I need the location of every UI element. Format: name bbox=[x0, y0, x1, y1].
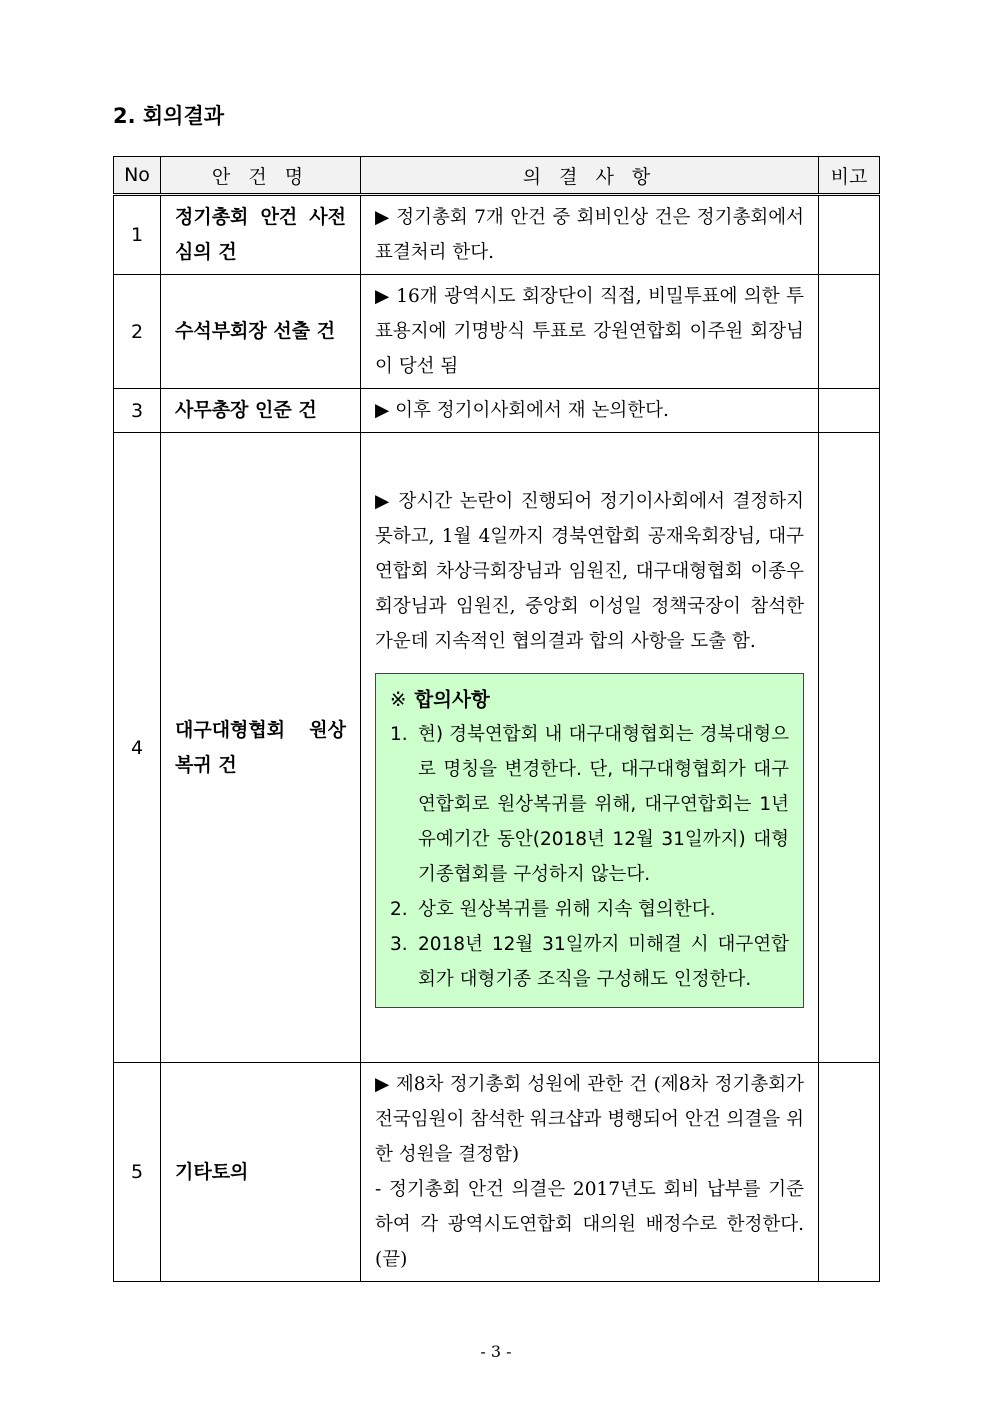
row-result: ▶ 이후 정기이사회에서 재 논의한다. bbox=[361, 389, 819, 433]
list-item-number: 3. bbox=[390, 933, 408, 955]
agreement-title-text: 합의사항 bbox=[414, 687, 490, 711]
agreement-box bbox=[375, 673, 804, 1008]
list-item bbox=[390, 927, 789, 997]
row-result: ▶ 장시간 논란이 진행되어 정기이사회에서 결정하지 못하고, 1월 4일까지 경북연합회 공재욱회장님, 대구연합회 차상극회장님과 임원진, 대구대형협회 이종우회장님과 임원진, 중앙회 이성일 정책국장이 참석한 가운데 지속적인 협의결과 합의 사항을 도출 함. bbox=[375, 490, 804, 652]
row-item: 수석부회장 선출 건 bbox=[161, 275, 361, 389]
row-note bbox=[819, 1063, 880, 1282]
list-item-number: 2. bbox=[390, 898, 408, 920]
row-note bbox=[819, 195, 880, 275]
row-note bbox=[819, 433, 880, 1063]
row-result: ▶ 16개 광역시도 회장단이 직접, 비밀투표에 의한 투표용지에 기명방식 투표로 강원연합회 이주원 회장님이 당선 됨 bbox=[361, 275, 819, 389]
table-row bbox=[114, 433, 880, 1063]
agreement-list bbox=[390, 717, 789, 997]
header-no: No bbox=[114, 157, 161, 195]
header-note: 비고 bbox=[819, 157, 880, 195]
header-result: 의 결 사 항 bbox=[361, 157, 819, 195]
table-row bbox=[114, 389, 880, 433]
table-row bbox=[114, 1063, 880, 1282]
reference-mark-icon: ※ bbox=[390, 687, 407, 711]
list-item-text: 2018년 12월 31일까지 미해결 시 대구연합회가 대형기종 조직을 구성해도 인정한다. bbox=[418, 933, 789, 990]
list-item-number: 1. bbox=[390, 723, 408, 745]
results-table bbox=[113, 156, 880, 1282]
list-item-text: 상호 원상복귀를 위해 지속 협의한다. bbox=[418, 898, 716, 920]
row-item: 기타토의 bbox=[161, 1063, 361, 1282]
table-row bbox=[114, 275, 880, 389]
row-no: 5 bbox=[114, 1063, 161, 1282]
list-item bbox=[390, 717, 789, 892]
section-title: 2. 회의결과 bbox=[113, 104, 225, 128]
row-result-cell bbox=[361, 433, 819, 1063]
list-item-text: 현) 경북연합회 내 대구대형협회는 경북대형으로 명칭을 변경한다. 단, 대구대형협회가 대구연합회로 원상복귀를 위해, 대구연합회는 1년 유예기간 동안(2018년 12월 31일까지) 대형기종협회를 구성하지 않는다. bbox=[418, 723, 789, 885]
row-result-cell bbox=[361, 1063, 819, 1282]
row-note bbox=[819, 389, 880, 433]
page-number: - 3 - bbox=[480, 1342, 512, 1361]
row-no: 3 bbox=[114, 389, 161, 433]
header-item: 안 건 명 bbox=[161, 157, 361, 195]
row-no: 4 bbox=[114, 433, 161, 1063]
row-item: 사무총장 인준 건 bbox=[161, 389, 361, 433]
row-item: 대구대형협회 원상복귀 건 bbox=[161, 433, 361, 1063]
row-result: ▶ 제8차 정기총회 성원에 관한 건 (제8차 정기총회가 전국임원이 참석한 워크샵과 병행되어 안건 의결을 위한 성원을 결정함) bbox=[375, 1074, 804, 1165]
row-item: 정기총회 안건 사전 심의 건 bbox=[161, 195, 361, 275]
row-no: 2 bbox=[114, 275, 161, 389]
agreement-title bbox=[390, 682, 789, 717]
list-item bbox=[390, 892, 789, 927]
table-row bbox=[114, 195, 880, 275]
row-result-extra: - 정기총회 안건 의결은 2017년도 회비 납부를 기준하여 각 광역시도연합회 대의원 배정수로 한정한다. (끝) bbox=[375, 1179, 804, 1270]
row-note bbox=[819, 275, 880, 389]
row-no: 1 bbox=[114, 195, 161, 275]
table-header-row bbox=[114, 157, 880, 195]
row-result: ▶ 정기총회 7개 안건 중 회비인상 건은 정기총회에서 표결처리 한다. bbox=[361, 195, 819, 275]
